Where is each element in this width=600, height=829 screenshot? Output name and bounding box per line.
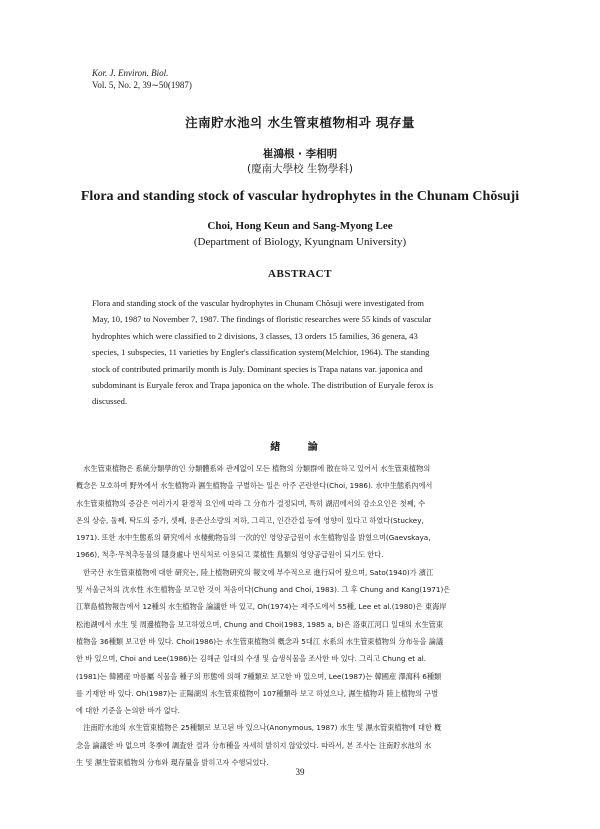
abstract-line: subdominant is Euryale ferox and Trapa japonica on the whole. The distribution of Euryale ferox is xyxy=(92,380,434,391)
abstract-line: species, 1 subspecies, 11 varieties by Engler's classification system(Melchior, 1964). The standing xyxy=(92,347,430,358)
body-line: 念을 論議한 바 없으며 冬季에 調査한 결과 分布種을 자세히 밝히지 않았었다. 따라서, 본 조사는 注南貯水池의 水 xyxy=(76,740,432,750)
abstract-body xyxy=(92,295,510,410)
page-number: 39 xyxy=(295,767,305,777)
body-line: 松池湖에서 水生 및 周邊植物을 보고하였으며, Chung and Choi(1983, 1985 a, b)은 洛東江河口 일대의 水生管束 xyxy=(76,619,444,629)
body-line: 한 바 있으며, Choi and Lee(1986)는 김해군 일대의 수생 및 습생식물을 조사한 바 있다. 그리고 Chung et al. xyxy=(76,654,427,664)
abstract-heading: ABSTRACT xyxy=(268,268,332,280)
body-line: 1966), 척추·무척추동물의 隱身處나 번식처로 이용되고 菜植性 鳥類의 영양공급원이 되기도 한다. xyxy=(76,550,384,560)
abstract-line: May, 10, 1987 to November 7, 1987. The findings of floristic researches were 55 kinds of vascular xyxy=(92,314,432,325)
journal-name: Kor. J. Environ. Biol. xyxy=(92,68,169,78)
body-line: 江華島植物報告에서 12種의 水生植物을 論議한 바 있고, Oh(1974)는 제주도에서 55種, Lee et al.(1980)은 東海岸 xyxy=(76,602,447,612)
affiliation-english: (Department of Biology, Kyungnam University) xyxy=(193,236,407,248)
body-line: 에 대한 기준을 논의한 바가 없다. xyxy=(76,706,180,716)
body-line: 한국산 水生管束植物에 대한 硏究는, 陸上植物硏究의 報文에 부수적으로 進行되어 왔으며, Sato(1940)가 濱江 xyxy=(76,567,434,577)
body-line: 및 서울근처의 沈水性 水生植物을 보고한 것이 처음이다(Chung and Choi, 1983). 그 후 Chung and Kang(1971)은 xyxy=(76,585,451,595)
authors-korean: 崔鴻根 · 李相明 xyxy=(262,148,338,160)
abstract-line: stock of contributed primarily month is July. Dominant species is Trapa natans var. japonica and xyxy=(92,363,423,374)
title-korean: 注南貯水池의 水生管束植物相과 現存量 xyxy=(185,115,415,130)
abstract-line: discussed. xyxy=(92,396,128,407)
affiliation-korean: (慶南大學校 生物學科) xyxy=(246,163,354,175)
body-line: 온의 상승, 둘째, 탁도의 증가, 셋째, 용존산소량의 저하, 그리고, 인간간섭 등에 영향이 있다고 하였다(Stuckey, xyxy=(76,515,424,525)
authors-english: Choi, Hong Keun and Sang-Myong Lee xyxy=(207,220,393,232)
body-line: (1981)는 韓國産 마름屬 식물을 種子의 形態에 의해 7種類로 보고한 바 있으며, Lee(1987)는 韓國産 澤瀉科 6種類 xyxy=(76,671,442,681)
body-line: 1971). 또한 水中生態系의 硏究에서 水棲動物들의 一次的인 영양공급원이 水生植物임을 밝혔으며(Gaevskaya, xyxy=(76,533,431,543)
body-line: 를 기재한 바 있다. Oh(1987)는 正陽湖의 水生管束植物이 107種類라 보고 하였으나, 濕生植物과 陸上植物의 구별 xyxy=(76,688,439,698)
body-line: 生 및 濕生管束植物의 分布와 現存量을 밝히고자 수행되었다. xyxy=(76,758,269,768)
body-line: 水生管束植物의 증감은 여러가지 환경적 요인에 따라 그 分布가 결정되며, 특히 湖沼에서의 감소요인은 첫째, 수 xyxy=(76,498,426,508)
title-english: Flora and standing stock of vascular hydrophytes in the Chunam Chŏsuji xyxy=(80,189,520,204)
body-line: 水生管束植物은 系統分類學的인 分類體系와 관계없이 모든 植物의 分類群에 散在하고 있어서 水生管束植物의 xyxy=(76,464,431,473)
body-line: 植物을 36種類 보고한 바 있다. Choi(1986)는 水生管束植物의 槪念과 5대江 水系의 水生管束植物의 分布등을 論議 xyxy=(76,636,444,646)
introduction-heading: 緖 論 xyxy=(270,442,330,453)
abstract-line: Flora and standing stock of the vascular hydrophytes in Chunam Chŏsuji were investigated from xyxy=(92,298,424,308)
journal-volume: Vol. 5, No. 2, 39∼50(1987) xyxy=(92,80,192,90)
body-line: 槪念은 모호하며 野外에서 水生植物과 濕生植物을 구별하는 일은 아주 곤란한다(Choi, 1986). 水中生態系內에서 xyxy=(76,481,433,491)
introduction-body xyxy=(76,460,526,771)
abstract-line: hydrophtes which were classified to 2 divisions, 3 classes, 13 orders 15 families, 36 genera, 43 xyxy=(92,330,418,341)
body-line: 注南貯水池의 水生管束植物은 25種類로 보고된 바 있으나(Anonymous, 1987) 水生 및 濕水管束植物에 대한 槪 xyxy=(76,723,442,733)
journal-citation xyxy=(92,67,192,91)
